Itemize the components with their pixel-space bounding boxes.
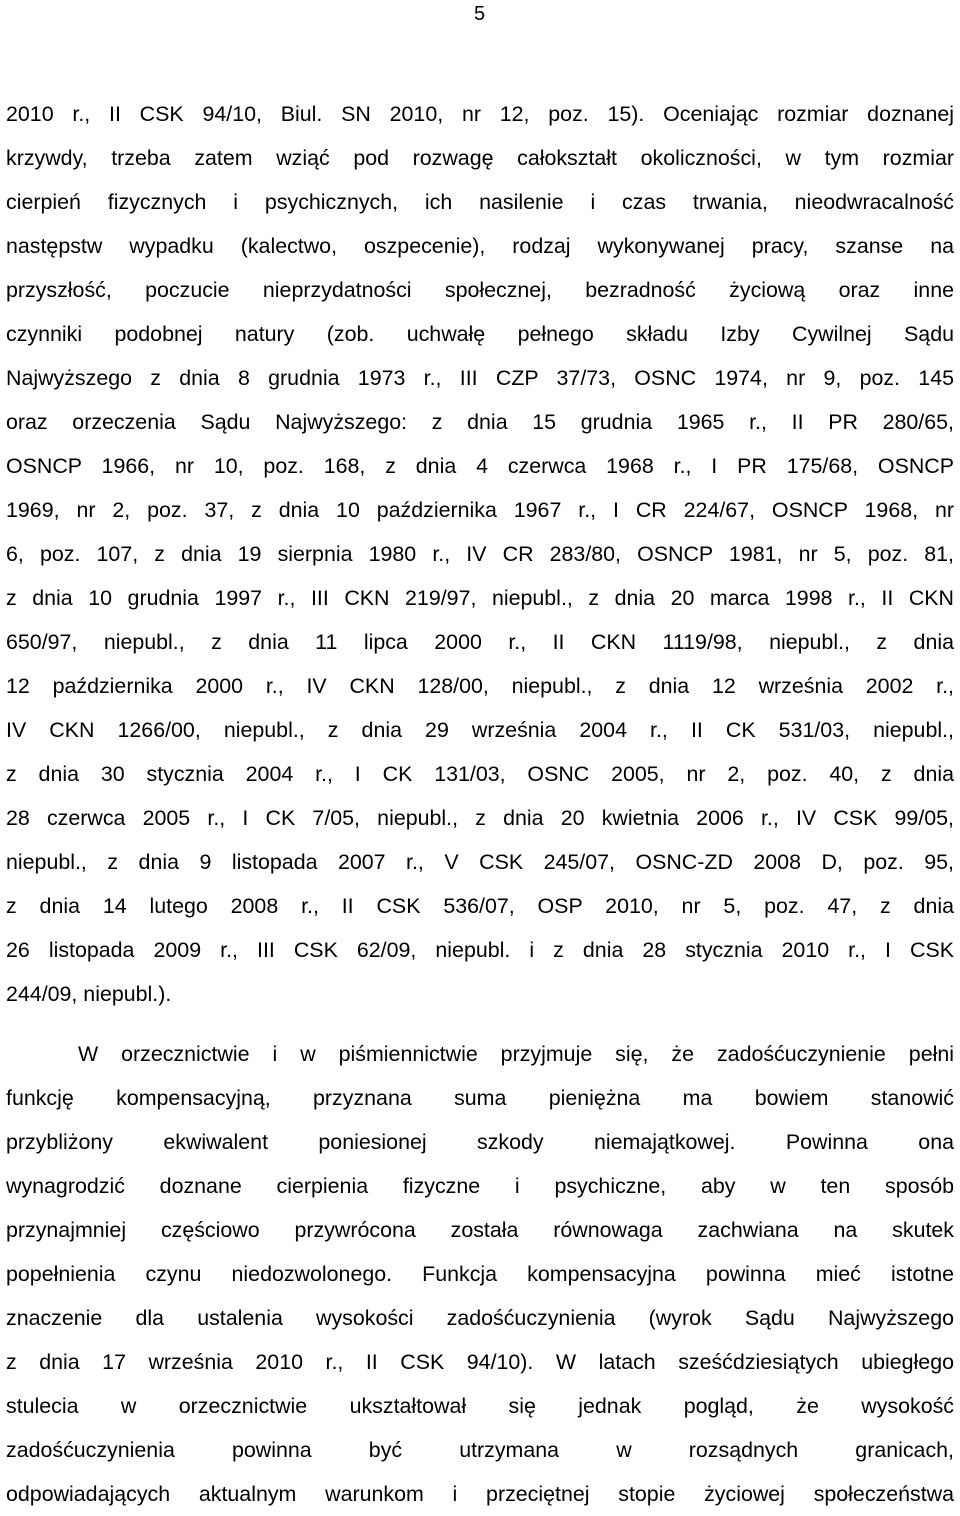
text-line: wynagrodzić doznane cierpienia fizyczne i psychiczne, aby w ten sposób	[6, 1174, 954, 1198]
text-line: odpowiadających aktualnym warunkom i przeciętnej stopie życiowej społeczeństwa	[6, 1482, 954, 1506]
text-line: 28 czerwca 2005 r., I CK 7/05, niepubl., z dnia 20 kwietnia 2006 r., IV CSK 99/05,	[6, 806, 954, 830]
text-line: 12 października 2000 r., IV CKN 128/00, niepubl., z dnia 12 września 2002 r.,	[6, 674, 954, 698]
text-line: stulecia w orzecznictwie ukształtował się jednak pogląd, że wysokość	[6, 1394, 954, 1418]
text-line: 26 listopada 2009 r., III CSK 62/09, niepubl. i z dnia 28 stycznia 2010 r., I CSK	[6, 938, 954, 962]
text-line: znaczenie dla ustalenia wysokości zadośćuczynienia (wyrok Sądu Najwyższego	[6, 1306, 954, 1330]
text-line: IV CKN 1266/00, niepubl., z dnia 29 września 2004 r., II CK 531/03, niepubl.,	[6, 718, 954, 742]
text-line: OSNCP 1966, nr 10, poz. 168, z dnia 4 czerwca 1968 r., I PR 175/68, OSNCP	[6, 454, 954, 478]
text-line: niepubl., z dnia 9 listopada 2007 r., V CSK 245/07, OSNC-ZD 2008 D, poz. 95,	[6, 850, 954, 874]
text-line: przybliżony ekwiwalent poniesionej szkody niemajątkowej. Powinna ona	[6, 1130, 954, 1154]
text-line: 2010 r., II CSK 94/10, Biul. SN 2010, nr 12, poz. 15). Oceniając rozmiar doznanej	[6, 102, 954, 126]
text-line: krzywdy, trzeba zatem wziąć pod rozwagę całokształt okoliczności, w tym rozmiar	[6, 146, 954, 170]
text-line: z dnia 30 stycznia 2004 r., I CK 131/03, OSNC 2005, nr 2, poz. 40, z dnia	[6, 762, 954, 786]
text-line: przyszłość, poczucie nieprzydatności społecznej, bezradność życiową oraz inne	[6, 278, 954, 302]
text-line: następstw wypadku (kalectwo, oszpecenie), rodzaj wykonywanej pracy, szanse na	[6, 234, 954, 258]
page-number: 5	[474, 3, 486, 25]
text-line: z dnia 17 września 2010 r., II CSK 94/10). W latach sześćdziesiątych ubiegłego	[6, 1350, 954, 1374]
text-line: zadośćuczynienia powinna być utrzymana w rozsądnych granicach,	[6, 1438, 954, 1462]
text-line: 6, poz. 107, z dnia 19 sierpnia 1980 r., IV CR 283/80, OSNCP 1981, nr 5, poz. 81,	[6, 542, 954, 566]
continuation-paragraph	[6, 92, 954, 1016]
text-line-first: W orzecznictwie i w piśmiennictwie przyjmuje się, że zadośćuczynienie pełni	[78, 1042, 954, 1066]
text-line: przynajmniej częściowo przywrócona została równowaga zachwiana na skutek	[6, 1218, 954, 1242]
text-line: popełnienia czynu niedozwolonego. Funkcja kompensacyjna powinna mieć istotne	[6, 1262, 954, 1286]
text-line: oraz orzeczenia Sądu Najwyższego: z dnia 15 grudnia 1965 r., II PR 280/65,	[6, 410, 954, 434]
text-line: Najwyższego z dnia 8 grudnia 1973 r., III CZP 37/73, OSNC 1974, nr 9, poz. 145	[6, 366, 954, 390]
text-line: 244/09, niepubl.).	[6, 982, 172, 1006]
body-paragraph	[6, 1032, 954, 1516]
text-line: z dnia 14 lutego 2008 r., II CSK 536/07, OSP 2010, nr 5, poz. 47, z dnia	[6, 894, 954, 918]
text-line: funkcję kompensacyjną, przyznana suma pieniężna ma bowiem stanowić	[6, 1086, 954, 1110]
text-line: z dnia 10 grudnia 1997 r., III CKN 219/97, niepubl., z dnia 20 marca 1998 r., II CKN	[6, 586, 954, 610]
text-line: czynniki podobnej natury (zob. uchwałę pełnego składu Izby Cywilnej Sądu	[6, 322, 954, 346]
text-line: cierpień fizycznych i psychicznych, ich nasilenie i czas trwania, nieodwracalność	[6, 190, 954, 214]
text-line: 1969, nr 2, poz. 37, z dnia 10 października 1967 r., I CR 224/67, OSNCP 1968, nr	[6, 498, 954, 522]
text-line: 650/97, niepubl., z dnia 11 lipca 2000 r., II CKN 1119/98, niepubl., z dnia	[6, 630, 954, 654]
